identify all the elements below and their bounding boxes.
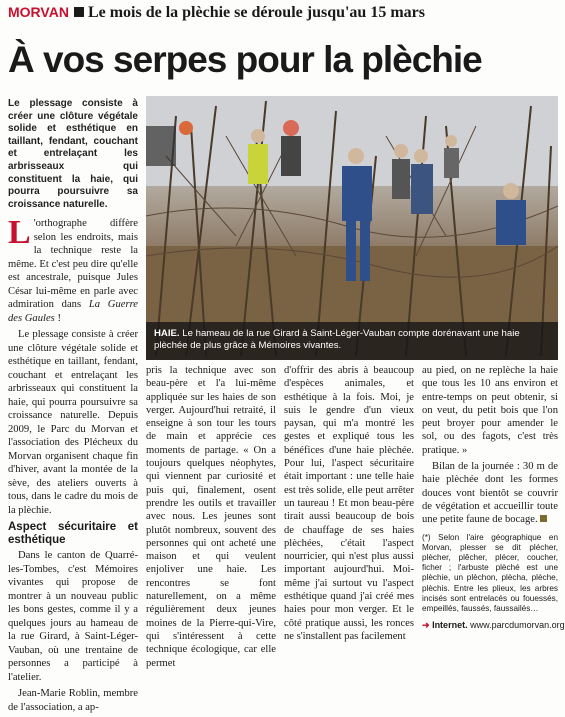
paragraph-roblin: Jean-Marie Roblin, membre de l'association, a ap- [8,688,138,713]
column-3 [284,364,414,646]
internet-label: Internet. [432,620,468,630]
caption-text: Le hameau de la rue Girard à Saint-Léger-Vauban compte dorénavant une haie plèchée de plus grâce à Mémoires vivantes. [154,328,520,351]
paragraph-intro [8,214,138,325]
column-4-bilan [422,460,558,526]
kicker-square [74,7,84,17]
internet-reference [422,620,565,631]
intro-text: 'orthographe diffère selon les endroits, mais la technique reste la même. Et c'est peu dire qu'elle est ancestrale, puisque Jules César lui-même en parle avec admiration dans [8,218,138,311]
column-2-text: pris la technique avec son beau-père et l'a lui-même appliquée sur les haies de son verger. Aujourd'hui retraité, il enseigne à son tour les tours de main et apprécie ces moments de partage. « On a toujours quelques néophytes, qui viennent par curiosité et puis qui, finalement, osent prendre les outils et travailler avec nous. Les jeunes sont plutôt nombreux, souvent des personnes qui ont acheté une maison et qui veulent enjoliver une haie. Les rencontres se font naturellement, on a même régulièrement deux jeunes moines de la Pierre-qui-Vire, qui s'intéressent à cette technique écologique, car elle permet [146,365,276,669]
book-title: La Guerre des Gaules [8,299,138,324]
photo-illustration [146,96,558,360]
column-4-quote-end: au pied, on ne replèche la haie que tous les 10 ans environ et entre-temps on peut obtenir, si on veut, du petit bois que l'on peut broyer pour amender le sol, ou des fagots, c'est très pratique. » [422,365,558,456]
lead-paragraph: Le plessage consiste à créer une clôture végétale solide et esthétique en taillant, fendant, couchant et entrelaçant les arbrisseaux qui constituent la haie, qui pourra poursuivre sa croissance naturelle. [8,98,138,210]
paragraph-canton: Dans le canton de Quarré-les-Tombes, c'est Mémoires vivantes qui propose de montrer à un nouveau public les bons gestes, comme il y a quelques jours au hameau de la rue Girard, à Saint-Léger-Vauban, où une trentaine de personnes a participé à l'atelier. [8,550,138,683]
column-4 [422,364,558,622]
website-link[interactable]: www.parcdumorvan.org [470,620,565,630]
photo-caption [146,322,558,360]
subhead: Aspect sécuritaire et esthétique [8,521,138,547]
column-1 [8,96,138,717]
article-photo [146,96,558,360]
section-label: MORVAN [8,4,69,20]
footnote: (*) Selon l'aire géographique en Morvan, plesser se dit plécher, plècher, plêcher, plécer, coucher, ficher ; l'arbuste plèché est une plèchie, un plèchon, plècha, plèche, plèchis. Entre les plieux, les arbres incisés sont entrelacés ou fouessés, empeillés, faussés, faussailés… [422,532,558,613]
intro-end: ! [54,312,61,324]
headline: À vos serpes pour la plèchie [8,39,482,80]
paragraph-definition: Le plessage consiste à créer une clôture végétale solide et esthétique en taillant, fendant, couchant et entrelaçant les arbrisseaux qui constituent la haie, qui pourra poursuivre sa croissance naturelle. Depuis 2009, le Parc du Morvan et l'association des Plécheux du Morvan organisent chaque fin d'hiver, avant la montée de la sève, des ateliers ouverts à tous, dans le cadre du mois de la plèchie. [8,329,138,516]
column-2 [146,364,276,673]
end-mark [540,515,547,522]
arrow-icon: ➜ [422,620,430,630]
column-3-text: d'offrir des abris à beaucoup d'espèces animales, et esthétique à la fois. Moi, je suis le gendre d'un vieux paysan, qui m'a montré les gestes et expliqué tous les bénéfices d'une haie plèchée. Pour lui, l'aspect sécuritaire était important : une telle haie est très solide, elle peut arrêter un taureau ! Et mon beau-père tirait aussi beaucoup de bois de chauffage de ses haies plèchées, c'était l'aspect nourricier, qui n'est plus aussi important aujourd'hui. Moi-même j'ai surtout vu l'aspect esthétique quand j'ai créé mes haies pour mon verger. Et le côté pratique aussi, les ronces ne s'installent pas facilement [284,365,414,642]
article-kicker [8,4,425,22]
drop-cap: L [8,214,31,252]
kicker-title: Le mois de la plèchie se déroule jusqu'au 15 mars [87,4,425,21]
bilan-text: Bilan de la journée : 30 m de haie plèchée dont les formes douces vont bientôt se couvrir de végétation et accueillir toute une petite faune de bocage. [422,461,558,526]
caption-label: HAIE. [154,328,180,339]
